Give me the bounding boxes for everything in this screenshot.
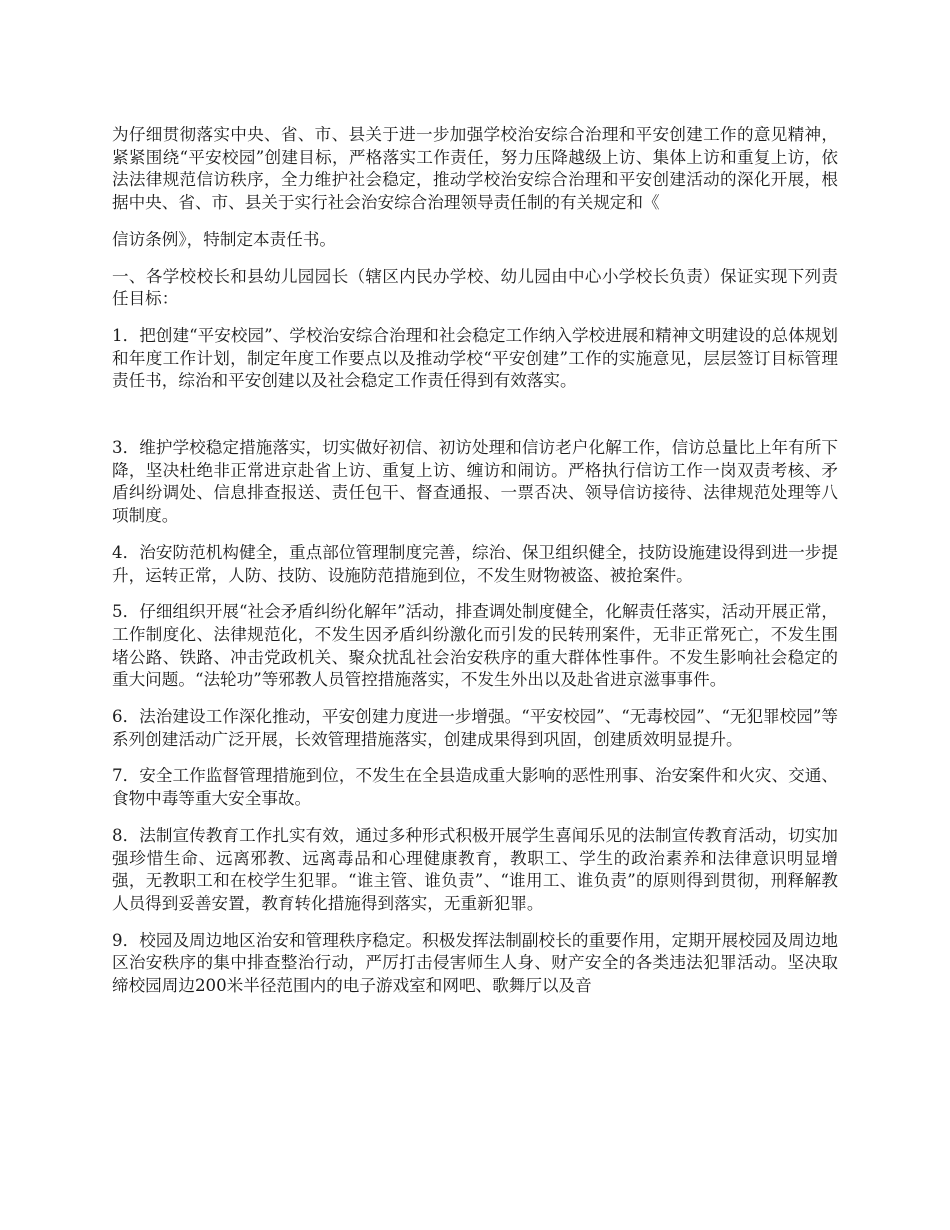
paragraph-item-6: 6．法治建设工作深化推动，平安创建力度进一步增强。“平安校园”、“无毒校园”、“无犯罪校园”等系列创建活动广泛开展，长效管理措施落实，创建成果得到巩固，创建质效明显提升。 bbox=[112, 707, 838, 749]
paragraph-item-4: 4．治安防范机构健全，重点部位管理制度完善，综治、保卫组织健全，技防设施建设得到进一步提升，运转正常，人防、技防、设施防范措施到位，不发生财物被盗、被抢案件。 bbox=[112, 542, 838, 585]
paragraph-section-1-heading: 一、各学校校长和县幼儿园园长（辖区内民办学校、幼儿园由中心小学校长负责）保证实现下列责任目标： bbox=[112, 266, 838, 309]
paragraph-item-7: 7．安全工作监督管理措施到位，不发生在全县造成重大影响的恶性刑事、治安案件和火灾、交通、食物中毒等重大安全事故。 bbox=[112, 766, 838, 809]
paragraph-item-3: 3．维护学校稳定措施落实，切实做好初信、初访处理和信访老户化解工作，信访总量比上年有所下降，坚决杜绝非正常进京赴省上访、重复上访、缠访和闹访。严格执行信访工作一岗双责考核、矛盾纠纷调处、信息排查报送、责任包干、督查通报、一票否决、领导信访接待、法律规范处理等八项制度。 bbox=[112, 438, 838, 526]
paragraph-item-9: 9．校园及周边地区治安和管理秩序稳定。积极发挥法制副校长的重要作用，定期开展校园及周边地区治安秩序的集中排查整治行动，严厉打击侵害师生人身、财产安全的各类违法犯罪活动。坚决取缔校园周边200米半径范围内的电子游戏室和网吧、歌舞厅以及音 bbox=[112, 930, 838, 996]
paragraph-item-8: 8．法制宣传教育工作扎实有效，通过多种形式积极开展学生喜闻乐见的法制宣传教育活动，切实加强珍惜生命、远离邪教、远离毒品和心理健康教育，教职工、学生的政治素养和法律意识明显增强，无教职工和在校学生犯罪。“谁主管、谁负责”、“谁用工、谁负责”的原则得到贯彻，刑释解教人员得到妥善安置，教育转化措施得到落实，无重新犯罪。 bbox=[112, 825, 838, 913]
blank-gap bbox=[112, 407, 838, 437]
paragraph-item-5: 5．仔细组织开展“社会矛盾纠纷化解年”活动，排查调处制度健全，化解责任落实，活动开展正常，工作制度化、法律规范化，不发生因矛盾纠纷激化而引发的民转刑案件，无非正常死亡，不发生围堵公路、铁路、冲击党政机关、聚众扰乱社会治安秩序的重大群体性事件。不发生影响社会稳定的重大问题。“法轮功”等邪教人员管控措施落实，不发生外出以及赴省进京滋事事件。 bbox=[112, 602, 838, 690]
paragraph-intro-cont: 信访条例》，特制定本责任书。 bbox=[112, 229, 337, 249]
paragraph-item-1: 1．把创建“平安校园”、学校治安综合治理和社会稳定工作纳入学校进展和精神文明建设的总体规划和年度工作计划，制定年度工作要点以及推动学校“平安创建”工作的实施意见，层层签订目标管理责任书，综治和平安创建以及社会稳定工作责任得到有效落实。 bbox=[112, 325, 838, 391]
paragraph-intro: 为仔细贯彻落实中央、省、市、县关于进一步加强学校治安综合治理和平安创建工作的意见精神，紧紧围绕“平安校园”创建目标，严格落实工作责任，努力压降越级上访、集体上访和重复上访，依法法律规范信访秩序，全力维护社会稳定，推动学校治安综合治理和平安创建活动的深化开展，根据中央、省、市、县关于实行社会治安综合治理领导责任制的有关规定和《 bbox=[112, 125, 838, 213]
document-body bbox=[112, 124, 838, 1012]
